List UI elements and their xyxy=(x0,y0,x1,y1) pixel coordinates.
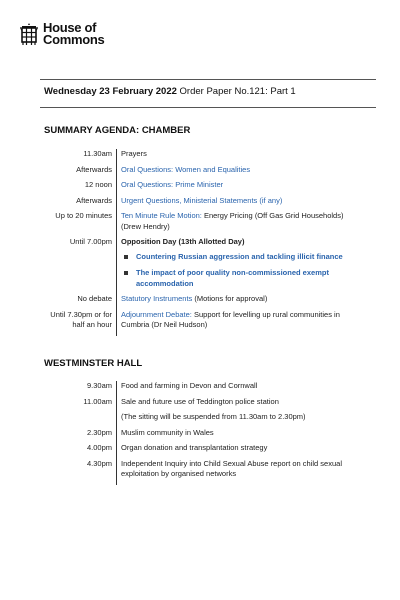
agenda-time: Afterwards xyxy=(76,164,112,174)
agenda-time: 9.30am xyxy=(86,381,112,390)
agenda-item-text: Energy Pricing (Off Gas Grid Households) (Drew Hendry) xyxy=(121,211,344,231)
westminster-hall-title: WESTMINSTER HALL xyxy=(44,358,143,369)
agenda-row xyxy=(44,381,364,397)
agenda-row xyxy=(44,310,364,336)
chamber-agenda xyxy=(44,149,364,336)
logo-wordmark xyxy=(43,22,104,46)
agenda-time: 4.30pm xyxy=(86,458,112,468)
agenda-row xyxy=(44,211,364,237)
adjournment-debate-link[interactable]: Adjournment Debate: xyxy=(121,309,192,319)
square-bullet-icon xyxy=(124,271,128,275)
agenda-row xyxy=(44,294,364,310)
agenda-item xyxy=(116,294,364,310)
agenda-item: Sale and future use of Teddington police station xyxy=(116,397,364,413)
statutory-instruments-link[interactable]: Statutory Instruments xyxy=(121,294,193,303)
agenda-time: Afterwards xyxy=(76,195,112,205)
agenda-item xyxy=(116,237,364,294)
agenda-item xyxy=(116,165,364,181)
agenda-row xyxy=(44,443,364,459)
oral-questions-pm-link[interactable]: Oral Questions: Prime Minister xyxy=(121,180,224,189)
agenda-row xyxy=(44,165,364,181)
agenda-item-text: Prayers xyxy=(121,149,147,158)
opposition-day-heading: Opposition Day (13th Allotted Day) xyxy=(121,237,245,246)
chamber-section-title: SUMMARY AGENDA: CHAMBER xyxy=(44,125,191,136)
agenda-row xyxy=(44,459,364,485)
agenda-time xyxy=(44,412,116,428)
agenda-time: No debate xyxy=(77,294,112,303)
agenda-row xyxy=(44,397,364,413)
agenda-item: Muslim community in Wales xyxy=(116,428,364,444)
square-bullet-icon xyxy=(124,255,128,259)
agenda-row xyxy=(44,412,364,428)
agenda-time: 11.30am xyxy=(83,149,112,158)
agenda-item: Independent Inquiry into Child Sexual Abuse report on child sexual exploitation by organised networks xyxy=(116,459,364,485)
agenda-row xyxy=(44,149,364,165)
opposition-motion-link[interactable]: The impact of poor quality non-commissioned exempt accommodation xyxy=(136,268,329,288)
agenda-row xyxy=(44,428,364,444)
order-paper-title: Order Paper No.121: Part 1 xyxy=(179,86,296,97)
agenda-item-text: Support for levelling up rural communities in Cumbria (Dr Neil Hudson) xyxy=(121,309,340,329)
agenda-time: Until 7.30pm or for half an hour xyxy=(50,309,112,329)
agenda-time: 2.30pm xyxy=(86,427,112,437)
agenda-time: 12 noon xyxy=(84,180,112,189)
agenda-row xyxy=(44,180,364,196)
order-paper-date: Wednesday 23 February 2022 xyxy=(44,86,177,97)
agenda-item xyxy=(116,180,364,196)
agenda-time: Up to 20 minutes xyxy=(55,211,112,220)
logo-line-2: Commons xyxy=(43,32,105,47)
agenda-time: 11.00am xyxy=(83,396,112,406)
house-of-commons-logo xyxy=(20,22,104,46)
agenda-item xyxy=(116,310,364,336)
agenda-item: Food and farming in Devon and Cornwall xyxy=(116,381,364,397)
agenda-time: Until 7.00pm xyxy=(69,237,112,246)
opposition-motion-item xyxy=(121,268,364,289)
order-paper-header xyxy=(44,86,296,97)
logo-line-1: House of xyxy=(43,20,97,35)
header-top-rule xyxy=(40,79,376,80)
agenda-row xyxy=(44,196,364,212)
agenda-item xyxy=(116,149,364,165)
agenda-time: 4.00pm xyxy=(86,443,112,452)
header-bottom-rule xyxy=(40,107,376,108)
agenda-item xyxy=(116,211,364,237)
ten-minute-rule-motion-link[interactable]: Ten Minute Rule Motion: xyxy=(121,211,202,220)
urgent-questions-link[interactable]: Urgent Questions, Ministerial Statements (if any) xyxy=(121,195,283,205)
agenda-row xyxy=(44,237,364,294)
agenda-item xyxy=(116,196,364,212)
opposition-motion-item xyxy=(121,252,364,263)
westminster-hall-agenda xyxy=(44,381,364,485)
portcullis-icon xyxy=(20,23,38,45)
oral-questions-women-link[interactable]: Oral Questions: Women and Equalities xyxy=(121,164,251,174)
opposition-motion-link[interactable]: Countering Russian aggression and tackling illicit finance xyxy=(136,251,343,261)
agenda-item-text: (Motions for approval) xyxy=(192,294,268,303)
agenda-item: Organ donation and transplantation strategy xyxy=(116,443,364,459)
sitting-suspended-note: (The sitting will be suspended from 11.30am to 2.30pm) xyxy=(116,412,364,428)
